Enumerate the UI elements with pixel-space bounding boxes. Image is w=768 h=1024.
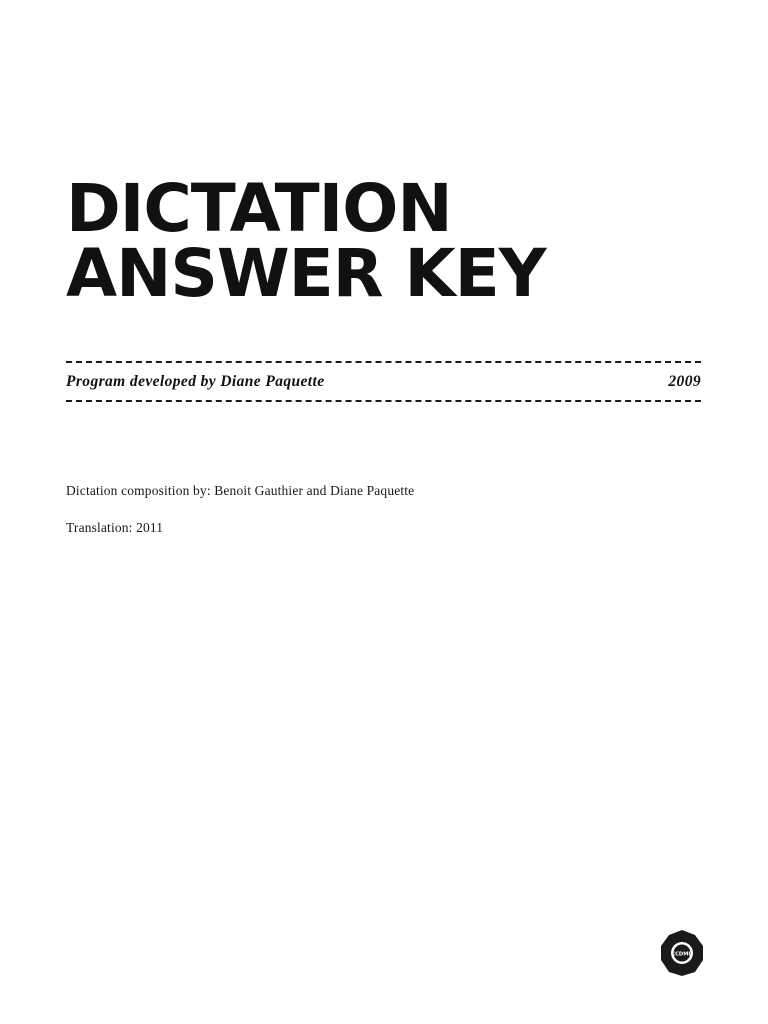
translation-credit: Translation: 2011 xyxy=(66,520,164,535)
title-line-2: ANSWER KEY xyxy=(66,235,546,313)
title-line-1: DICTATION xyxy=(66,170,452,247)
divider-bottom xyxy=(66,400,701,402)
publication-year: 2009 xyxy=(668,373,701,390)
composition-credit: Dictation composition by: Benoit Gauthier and Diane Paquette xyxy=(66,483,415,498)
program-author: Program developed by Diane Paquette xyxy=(66,373,325,390)
ccdmd-logo-icon xyxy=(657,928,707,978)
page-title xyxy=(66,170,706,313)
divider-top xyxy=(66,361,701,363)
svg-text:CCDMD: CCDMD xyxy=(671,951,693,958)
credit-line xyxy=(66,373,701,391)
